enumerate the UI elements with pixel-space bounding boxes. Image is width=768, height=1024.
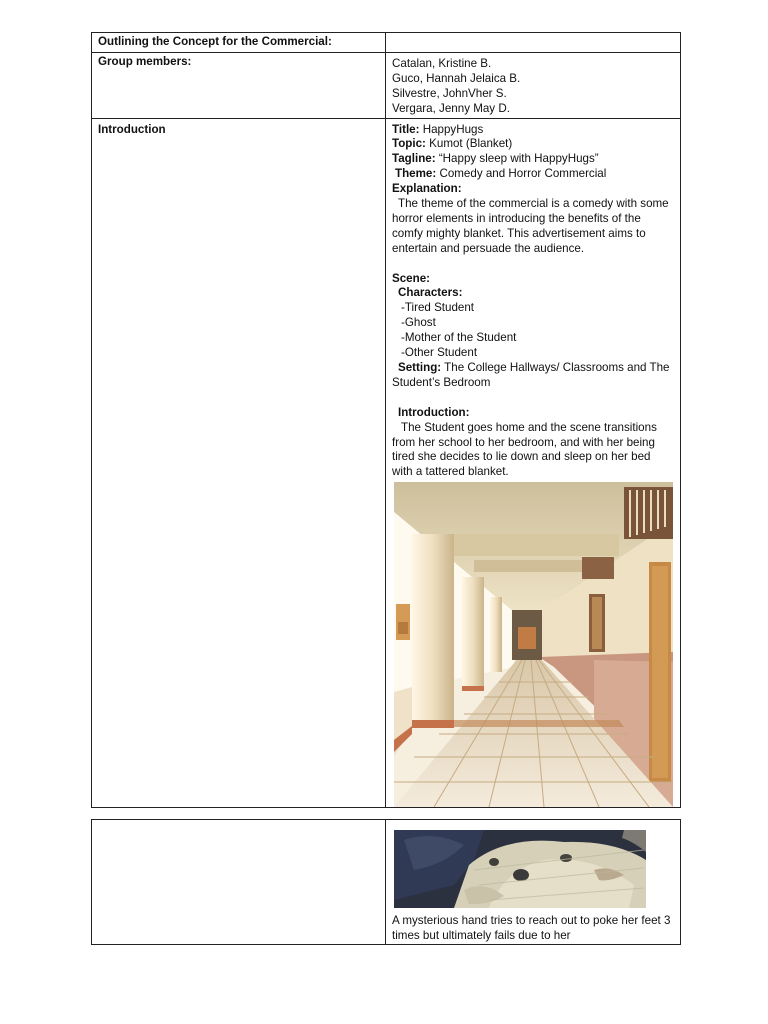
introduction-row [92, 118, 681, 808]
group-members-row [92, 52, 681, 118]
introduction-subheading: Introduction: [398, 405, 470, 419]
blanket-illustration [394, 830, 646, 908]
character-item: -Tired Student [401, 301, 475, 315]
theme-value: Comedy and Horror Commercial [436, 167, 607, 181]
title-value: HappyHugs [419, 122, 484, 136]
member-name: Guco, Hannah Jelaica B. [392, 71, 521, 85]
introduction-label: Introduction [92, 118, 386, 808]
member-name: Silvestre, JohnVher S. [392, 86, 507, 100]
scene-caption: A mysterious hand tries to reach out to poke her feet 3 times but ultimately fails due to her [392, 914, 671, 942]
topic-line [392, 137, 674, 152]
introduction-content [386, 118, 681, 808]
concept-table [91, 32, 681, 808]
tagline-label: Tagline: [392, 152, 436, 166]
header-left-cell: Outlining the Concept for the Commercial: [92, 33, 386, 53]
theme-line [392, 167, 674, 182]
tagline-value: “Happy sleep with HappyHugs” [435, 152, 599, 166]
explanation-label: Explanation: [392, 182, 462, 196]
character-item: -Mother of the Student [401, 331, 517, 345]
topic-label: Topic: [392, 137, 426, 151]
member-name: Vergara, Jenny May D. [392, 101, 510, 115]
scene-table-continued [91, 819, 681, 945]
title-line [392, 123, 674, 138]
introduction-text: The Student goes home and the scene transitions from her school to her bedroom, and with her being tired she decides to lie down and sleep on her bed with a tattered blanket. [392, 420, 657, 479]
header-right-cell [386, 33, 681, 53]
scene-row [92, 820, 681, 945]
hallway-illustration [394, 482, 673, 807]
hallway-photo [394, 482, 673, 807]
setting-label: Setting: [398, 361, 442, 375]
character-item: -Other Student [401, 346, 478, 360]
scene-label: Scene: [392, 271, 431, 285]
tattered-blanket-photo [394, 830, 646, 908]
explanation-text: The theme of the commercial is a comedy with some horror elements in introducing the benefits of the comfy mighty blanket. This advertisement aims to entertain and persuade the audience. [392, 197, 669, 255]
tagline-line [392, 152, 674, 167]
header-row [92, 33, 681, 53]
character-item: -Ghost [401, 316, 436, 330]
scene-left-cell [92, 820, 386, 945]
setting-value: The College Hallways/ Classrooms and The Student’s Bedroom [392, 361, 670, 389]
group-members-cell [386, 52, 681, 118]
title-label: Title: [392, 122, 420, 136]
group-members-label: Group members: [92, 52, 386, 118]
member-name: Catalan, Kristine B. [392, 56, 492, 70]
setting-line [392, 361, 674, 391]
topic-value: Kumot (Blanket) [425, 137, 513, 151]
theme-label: Theme: [395, 167, 437, 181]
scene-right-cell [386, 820, 681, 945]
characters-label: Characters: [398, 286, 463, 300]
